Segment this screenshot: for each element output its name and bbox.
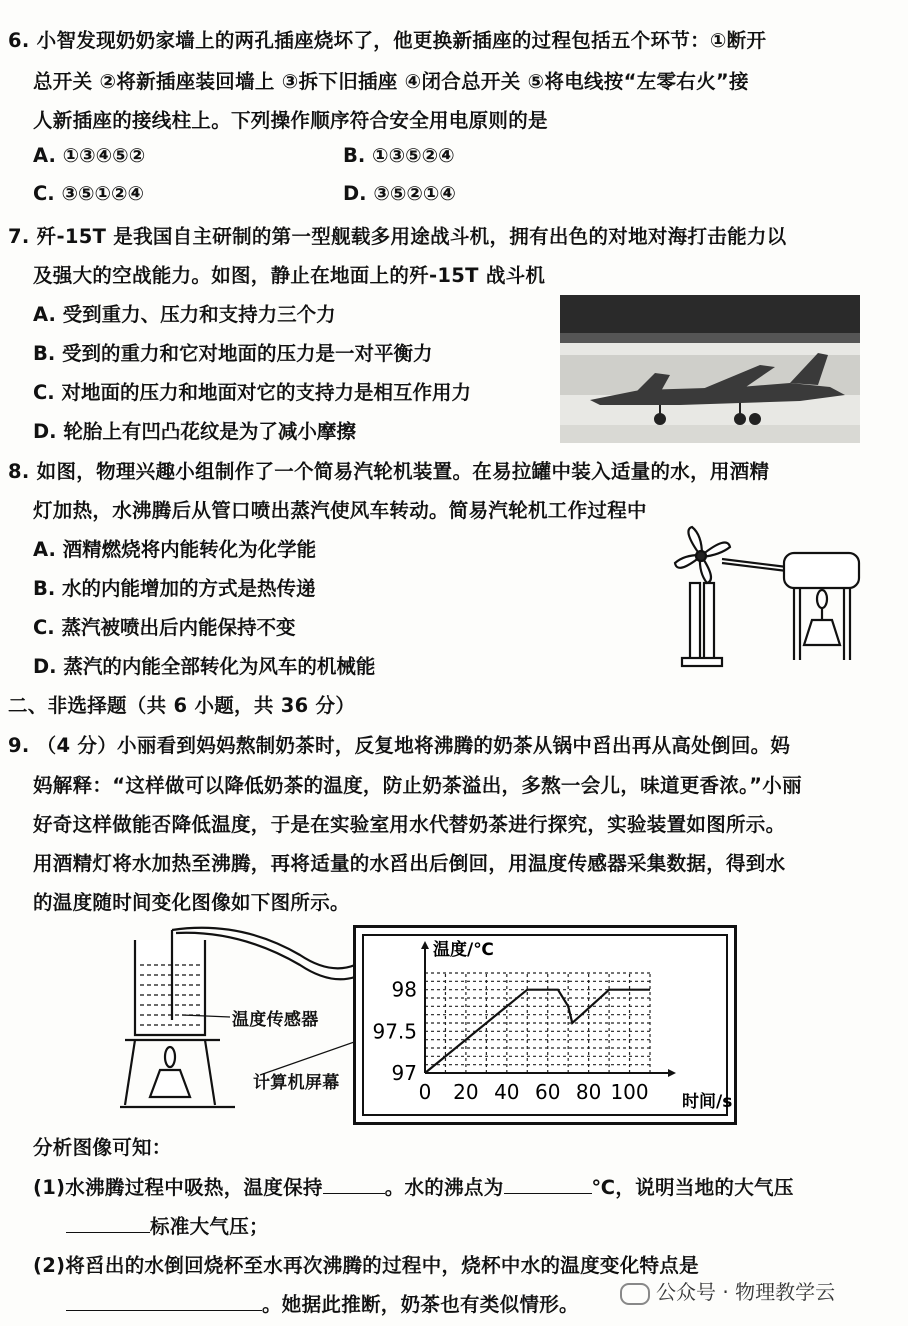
q9-p2-text-b: 。她据此推断，奶茶也有类似情形。 (262, 1293, 579, 1316)
q7-option-a: A. 受到重力、压力和支持力三个力 (33, 303, 336, 326)
q8-option-a: A. 酒精燃烧将内能转化为化学能 (33, 538, 317, 561)
q9-part1-line2 (66, 1211, 269, 1239)
jet-photo (560, 295, 860, 443)
q9-line-3: 好奇这样做能否降低温度，于是在实验室用水代替奶茶进行探究，实验装置如图所示。 (33, 813, 786, 836)
series-line-water-temperature (425, 990, 650, 1073)
q8-option-b: B. 水的内能增加的方式是热传递 (33, 577, 316, 600)
q9-part2-line2 (66, 1289, 579, 1317)
x-tick-label: 60 (535, 1080, 561, 1104)
q7-option-d: D. 轮胎上有凹凸花纹是为了减小摩擦 (33, 420, 356, 443)
q6-line-3: 人新插座的接线柱上。下列操作顺序符合安全用电原则的是 (33, 109, 548, 132)
watermark (620, 1276, 835, 1305)
wechat-icon (620, 1283, 650, 1305)
q9-line-2: 妈解释：“这样做可以降低奶茶的温度，防止奶茶溢出，多熬一会儿，味道更香浓。”小丽 (33, 774, 802, 797)
q8-option-d: D. 蒸汽的内能全部转化为风车的机械能 (33, 655, 376, 678)
answer-blank-4[interactable] (66, 1292, 262, 1311)
y-tick-label: 98 (391, 977, 417, 1002)
q8-line-1: 8. 如图，物理兴趣小组制作了一个简易汽轮机装置。在易拉罐中装入适量的水，用酒精 (8, 460, 770, 483)
q9-line-1: 9. （4 分）小丽看到妈妈熬制奶茶时，反复地将沸腾的奶茶从锅中舀出再从高处倒回。妈 (8, 734, 791, 757)
y-axis-arrow (421, 941, 429, 949)
q8-option-c: C. 蒸汽被喷出后内能保持不变 (33, 616, 296, 639)
answer-blank-2[interactable] (504, 1175, 592, 1194)
q7-option-c: C. 对地面的压力和地面对它的支持力是相互作用力 (33, 381, 472, 404)
q7-line-2: 及强大的空战能力。如图，静止在地面上的歼-15T 战斗机 (33, 264, 546, 287)
section-2-heading: 二、非选择题（共 6 小题，共 36 分） (8, 694, 356, 717)
q9-line-5: 的温度随时间变化图像如下图所示。 (33, 891, 350, 914)
steam-turbine-figure (672, 525, 867, 675)
q9-p1-text-b: 。水的沸点为 (384, 1176, 504, 1199)
q9-p1-text-d: 标准大气压； (150, 1215, 269, 1238)
y-tick-label: 97 (391, 1061, 417, 1085)
q9-p1-text-c: ℃，说明当地的大气压 (591, 1176, 794, 1199)
q6-option-c: C. ③⑤①②④ (33, 182, 145, 205)
sensor-label: 温度传感器 (232, 1010, 319, 1030)
screen-label: 计算机屏幕 (253, 1073, 340, 1093)
answer-blank-1[interactable] (323, 1175, 385, 1194)
q7-line-1: 7. 歼-15T 是我国自主研制的第一型舰载多用途战斗机，拥有出色的对地对海打击能力以 (8, 225, 787, 248)
x-tick-label: 80 (575, 1080, 602, 1104)
q9-line-4: 用酒精灯将水加热至沸腾，再将适量的水舀出后倒回，用温度传感器采集数据，得到水 (33, 852, 786, 875)
x-tick-label: 0 (418, 1080, 432, 1104)
q7-option-b: B. 受到的重力和它对地面的压力是一对平衡力 (33, 342, 433, 365)
q6-option-a: A. ①③④⑤② (33, 144, 146, 167)
q6-option-b: B. ①③⑤②④ (343, 144, 455, 167)
x-tick-label: 100 (610, 1080, 649, 1104)
x-axis-label: 时间/s (682, 1092, 733, 1112)
q6-line-1: 6. 小智发现奶奶家墙上的两孔插座烧坏了，他更换新插座的过程包括五个环节：①断开 (8, 29, 767, 52)
y-axis-label: 温度/℃ (433, 940, 494, 960)
q9-p1-text-a: (1)水沸腾过程中吸热，温度保持 (33, 1176, 323, 1199)
q6-line-2: 总开关 ②将新插座装回墙上 ③拆下旧插座 ④闭合总开关 ⑤将电线按“左零右火”接 (33, 70, 749, 93)
watermark-text: 公众号 · 物理教学云 (656, 1280, 836, 1304)
q9-part2-line1: (2)将舀出的水倒回烧杯至水再次沸腾的过程中，烧杯中水的温度变化特点是 (33, 1254, 699, 1277)
analysis-label: 分析图像可知： (33, 1136, 172, 1159)
x-tick-label: 20 (453, 1080, 479, 1104)
q8-line-2: 灯加热，水沸腾后从管口喷出蒸汽使风车转动。简易汽轮机工作过程中 (33, 499, 647, 522)
q6-option-d: D. ③⑤②①④ (343, 182, 456, 205)
windmill-icon (675, 527, 730, 583)
temperature-chart (353, 925, 737, 1125)
alcohol-lamp-icon (804, 590, 840, 645)
answer-blank-3[interactable] (66, 1214, 150, 1233)
y-tick-label: 97.5 (372, 1019, 417, 1044)
x-tick-label: 40 (494, 1080, 520, 1104)
x-axis-arrow (668, 1069, 676, 1077)
q9-part1-line1 (33, 1172, 794, 1200)
